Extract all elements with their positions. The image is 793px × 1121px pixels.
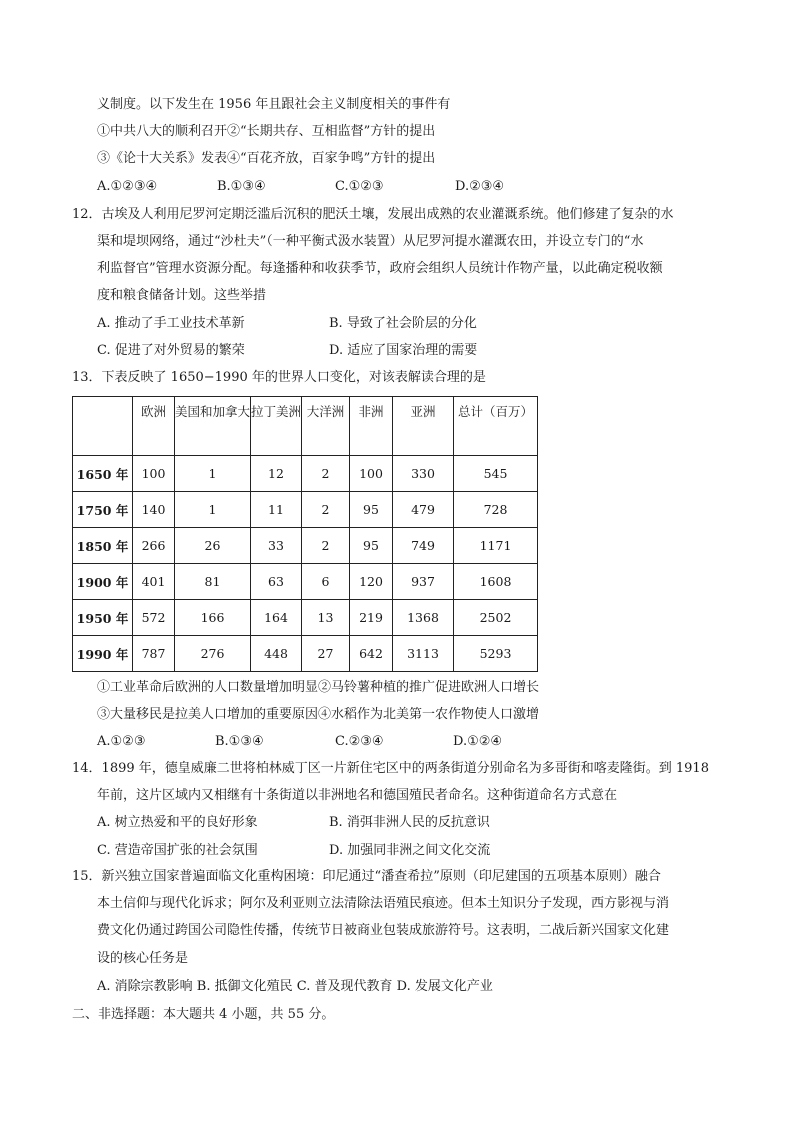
table-cell: 5293 (454, 636, 538, 672)
table-cell: 219 (350, 600, 393, 636)
table-cell: 3113 (393, 636, 454, 672)
table-row (73, 636, 538, 672)
table-header-cell: 拉丁美洲 (251, 397, 302, 456)
q12-option-b[interactable]: B. 导致了社会阶层的分化 (329, 316, 477, 331)
q13-option-d[interactable]: D.①②④ (453, 734, 503, 749)
q14-option-b[interactable]: B. 消弭非洲人民的反抗意识 (329, 815, 490, 830)
table-cell: 266 (133, 528, 175, 564)
table-cell: 1171 (454, 528, 538, 564)
q12-stem-line4: 度和粮食储备计划。这些举措 (97, 288, 267, 303)
table-cell: 120 (350, 564, 393, 600)
q14-options-row1 (97, 814, 597, 832)
q14-stem-line2: 年前，这片区域内又相继有十条街道以非洲地名和德国殖民者命名。这种街道命名方式意在 (97, 788, 618, 803)
table-cell: 100 (350, 456, 393, 492)
q13-option-a[interactable]: A.①②③ (97, 734, 146, 749)
q12-stem-line2: 渠和堤坝网络，通过“沙杜夫”（一种平衡式汲水装置）从尼罗河提水灌溉农田，并设立专门的“水 (97, 234, 644, 249)
table-cell: 276 (175, 636, 251, 672)
table-cell: 1 (175, 492, 251, 528)
table-cell: 100 (133, 456, 175, 492)
q12-option-d[interactable]: D. 适应了国家治理的需要 (329, 343, 478, 358)
q12-options-row2 (97, 342, 597, 360)
table-cell: 2 (302, 492, 350, 528)
table-cell: 1368 (393, 600, 454, 636)
q15-stem-line4: 设的核心任务是 (97, 951, 189, 966)
q11-options (97, 178, 697, 196)
q13-items-line1: ①工业革命后欧洲的人口数量增加明显②马铃薯种植的推广促进欧洲人口增长 (97, 680, 540, 695)
table-cell: 164 (251, 600, 302, 636)
table-cell: 1608 (454, 564, 538, 600)
table-header-cell: 非洲 (350, 397, 393, 456)
table-cell-year: 1950 年 (73, 600, 133, 636)
q15-options[interactable]: A. 消除宗教影响 B. 抵御文化殖民 C. 普及现代教育 D. 发展文化产业 (97, 979, 493, 994)
table-cell-year: 1850 年 (73, 528, 133, 564)
q11-option-a[interactable]: A.①②③④ (97, 179, 158, 194)
table-header-cell: 欧洲 (133, 397, 175, 456)
table-cell: 81 (175, 564, 251, 600)
table-row (73, 456, 538, 492)
q14-stem-line1: 14．1899 年，德皇威廉二世将柏林威丁区一片新住宅区中的两条街道分别命名为多哥街和喀麦隆街。到 1918 (72, 761, 709, 776)
table-cell: 166 (175, 600, 251, 636)
table-cell-year: 1990 年 (73, 636, 133, 672)
q11-option-c[interactable]: C.①②③ (335, 179, 384, 194)
table-cell: 787 (133, 636, 175, 672)
table-cell: 749 (393, 528, 454, 564)
q12-stem-line3: 利监督官”管理水资源分配。每逢播种和收获季节，政府会组织人员统计作物产量，以此确定税收额 (97, 261, 663, 276)
table-cell: 6 (302, 564, 350, 600)
table-row (73, 600, 538, 636)
q14-option-d[interactable]: D. 加强同非洲之间文化交流 (329, 843, 491, 858)
table-cell: 545 (454, 456, 538, 492)
q13-stem: 13．下表反映了 1650−1990 年的世界人口变化，对该表解读合理的是 (72, 370, 486, 385)
q12-stem-line1: 12．古埃及人利用尼罗河定期泛滥后沉积的肥沃土壤，发展出成熟的农业灌溉系统。他们修建了复杂的水 (72, 207, 674, 222)
table-header-cell: 美国和加拿大 (175, 397, 251, 456)
table-cell: 11 (251, 492, 302, 528)
table-cell: 572 (133, 600, 175, 636)
table-header-cell (73, 397, 133, 456)
q12-option-a[interactable]: A. 推动了手工业技术革新 (97, 316, 245, 331)
q14-option-c[interactable]: C. 营造帝国扩张的社会氛围 (97, 843, 258, 858)
table-cell: 401 (133, 564, 175, 600)
table-header-row (73, 397, 538, 456)
q12-option-c[interactable]: C. 促进了对外贸易的繁荣 (97, 343, 245, 358)
table-cell: 95 (350, 492, 393, 528)
table-row (73, 492, 538, 528)
table-row (73, 564, 538, 600)
table-cell-year: 1650 年 (73, 456, 133, 492)
q11-items-line2: ③《论十大关系》发表④“百花齐放，百家争鸣”方针的提出 (97, 151, 436, 166)
table-cell: 2 (302, 528, 350, 564)
q11-option-b[interactable]: B.①③④ (217, 179, 266, 194)
population-table (72, 396, 538, 672)
q14-options-row2 (97, 842, 597, 860)
table-cell: 330 (393, 456, 454, 492)
table-cell: 448 (251, 636, 302, 672)
table-row (73, 528, 538, 564)
table-cell: 33 (251, 528, 302, 564)
table-cell: 2502 (454, 600, 538, 636)
table-cell: 27 (302, 636, 350, 672)
q13-options (97, 733, 697, 751)
table-cell: 728 (454, 492, 538, 528)
table-cell: 63 (251, 564, 302, 600)
q11-option-d[interactable]: D.②③④ (455, 179, 505, 194)
section-2-heading: 二、非选择题：本大题共 4 小题，共 55 分。 (72, 1007, 335, 1022)
table-cell: 13 (302, 600, 350, 636)
q11-stem-tail: 义制度。以下发生在 1956 年且跟社会主义制度相关的事件有 (97, 97, 451, 112)
q13-items-line2: ③大量移民是拉美人口增加的重要原因④水稻作为北美第一农作物使人口激增 (97, 707, 540, 722)
q15-stem-line3: 费文化仍通过跨国公司隐性传播，传统节日被商业包装成旅游符号。这表明，二战后新兴国家文化建 (97, 923, 670, 938)
q13-option-c[interactable]: C.②③④ (335, 734, 384, 749)
table-cell: 12 (251, 456, 302, 492)
table-header-cell: 总计（百万） (454, 397, 538, 456)
table-cell: 140 (133, 492, 175, 528)
q12-options-row1 (97, 315, 597, 333)
table-cell: 479 (393, 492, 454, 528)
table-header-cell: 大洋洲 (302, 397, 350, 456)
table-cell: 1 (175, 456, 251, 492)
table-cell: 642 (350, 636, 393, 672)
table-cell: 26 (175, 528, 251, 564)
table-cell: 2 (302, 456, 350, 492)
q14-option-a[interactable]: A. 树立热爱和平的良好形象 (97, 815, 258, 830)
table-cell: 95 (350, 528, 393, 564)
table-cell-year: 1750 年 (73, 492, 133, 528)
table-cell: 937 (393, 564, 454, 600)
table-header-cell: 亚洲 (393, 397, 454, 456)
table-cell-year: 1900 年 (73, 564, 133, 600)
q13-option-b[interactable]: B.①③④ (215, 734, 264, 749)
q15-stem-line1: 15．新兴独立国家普遍面临文化重构困境：印尼通过“潘查希拉”原则（印尼建国的五项基本原则）融合 (72, 869, 661, 884)
q11-items-line1: ①中共八大的顺利召开②“长期共存、互相监督”方针的提出 (97, 124, 436, 139)
q15-stem-line2: 本土信仰与现代化诉求；阿尔及利亚则立法清除法语殖民痕迹。但本土知识分子发现，西方影视与消 (97, 896, 670, 911)
